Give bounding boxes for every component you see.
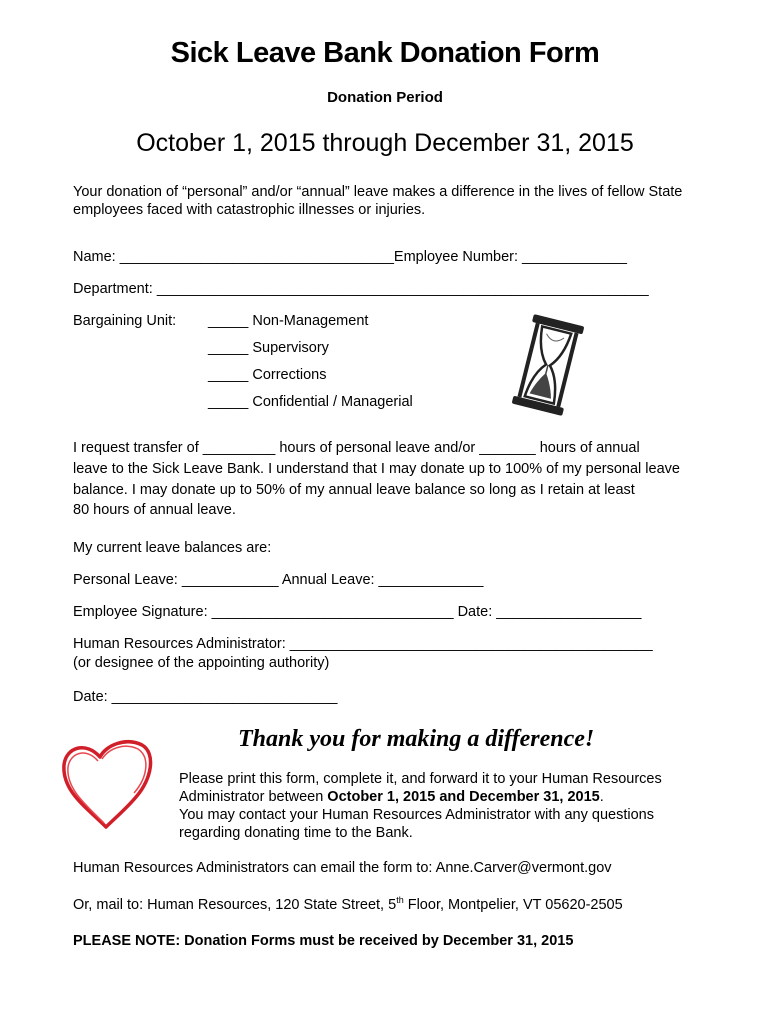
request-line-1[interactable]: I request transfer of _________ hours of personal leave and/or _______ hours of annual — [73, 440, 640, 456]
intro-paragraph: Your donation of “personal” and/or “annual” leave makes a difference in the lives of fellow State employees faced with catastrophic illnesses or injuries. — [73, 184, 683, 218]
deadline-note: PLEASE NOTE: Donation Forms must be received by December 31, 2015 — [73, 933, 574, 949]
instructions-line-2: Administrator between October 1, 2015 and December 31, 2015. — [179, 789, 604, 805]
hr-date-field[interactable]: Date: ____________________________ — [73, 689, 338, 705]
thank-you-heading: Thank you for making a difference! — [238, 726, 595, 752]
email-instructions: Human Resources Administrators can email the form to: Anne.Carver@vermont.gov — [73, 860, 612, 876]
bargaining-option-non-management[interactable]: _____ Non-Management — [208, 313, 369, 329]
form-title: Sick Leave Bank Donation Form — [170, 37, 600, 69]
bargaining-option-supervisory[interactable]: _____ Supervisory — [208, 340, 329, 356]
donation-period-label: Donation Period — [327, 89, 443, 106]
heart-icon — [56, 735, 160, 835]
leave-balances-fields[interactable]: Personal Leave: ____________ Annual Leave: _____________ — [73, 572, 484, 588]
hourglass-icon — [506, 313, 590, 417]
mail-instructions: Or, mail to: Human Resources, 120 State Street, 5th Floor, Montpelier, VT 05620-2505 — [73, 895, 623, 913]
request-line-3: balance. I may donate up to 50% of my annual leave balance so long as I retain at least — [73, 482, 635, 498]
request-line-4: 80 hours of annual leave. — [73, 502, 236, 518]
instructions-line-3: You may contact your Human Resources Administrator with any questions — [179, 807, 654, 823]
hr-administrator-field[interactable]: Human Resources Administrator: _____________________________________________ — [73, 636, 653, 652]
leave-balances-label: My current leave balances are: — [73, 540, 272, 556]
instructions-line-4: regarding donating time to the Bank. — [179, 825, 413, 841]
bargaining-option-corrections[interactable]: _____ Corrections — [208, 367, 327, 383]
department-field[interactable]: Department: _____________________________________________________________ — [73, 281, 649, 297]
employee-signature-field[interactable]: Employee Signature: ______________________________ Date: __________________ — [73, 604, 642, 620]
hr-administrator-note: (or designee of the appointing authority) — [73, 655, 330, 671]
bargaining-option-confidential-managerial[interactable]: _____ Confidential / Managerial — [208, 394, 413, 410]
donation-period-dates: October 1, 2015 through December 31, 2015 — [136, 129, 634, 157]
name-employee-number-field[interactable]: Name: __________________________________Employee Number: _____________ — [73, 249, 627, 265]
request-line-2: leave to the Sick Leave Bank. I understand that I may donate up to 100% of my personal leave — [73, 461, 680, 477]
instructions-dates: October 1, 2015 and December 31, 2015 — [327, 789, 600, 805]
instructions-line-1: Please print this form, complete it, and forward it to your Human Resources — [179, 771, 662, 787]
bargaining-unit-label: Bargaining Unit: — [73, 313, 177, 329]
